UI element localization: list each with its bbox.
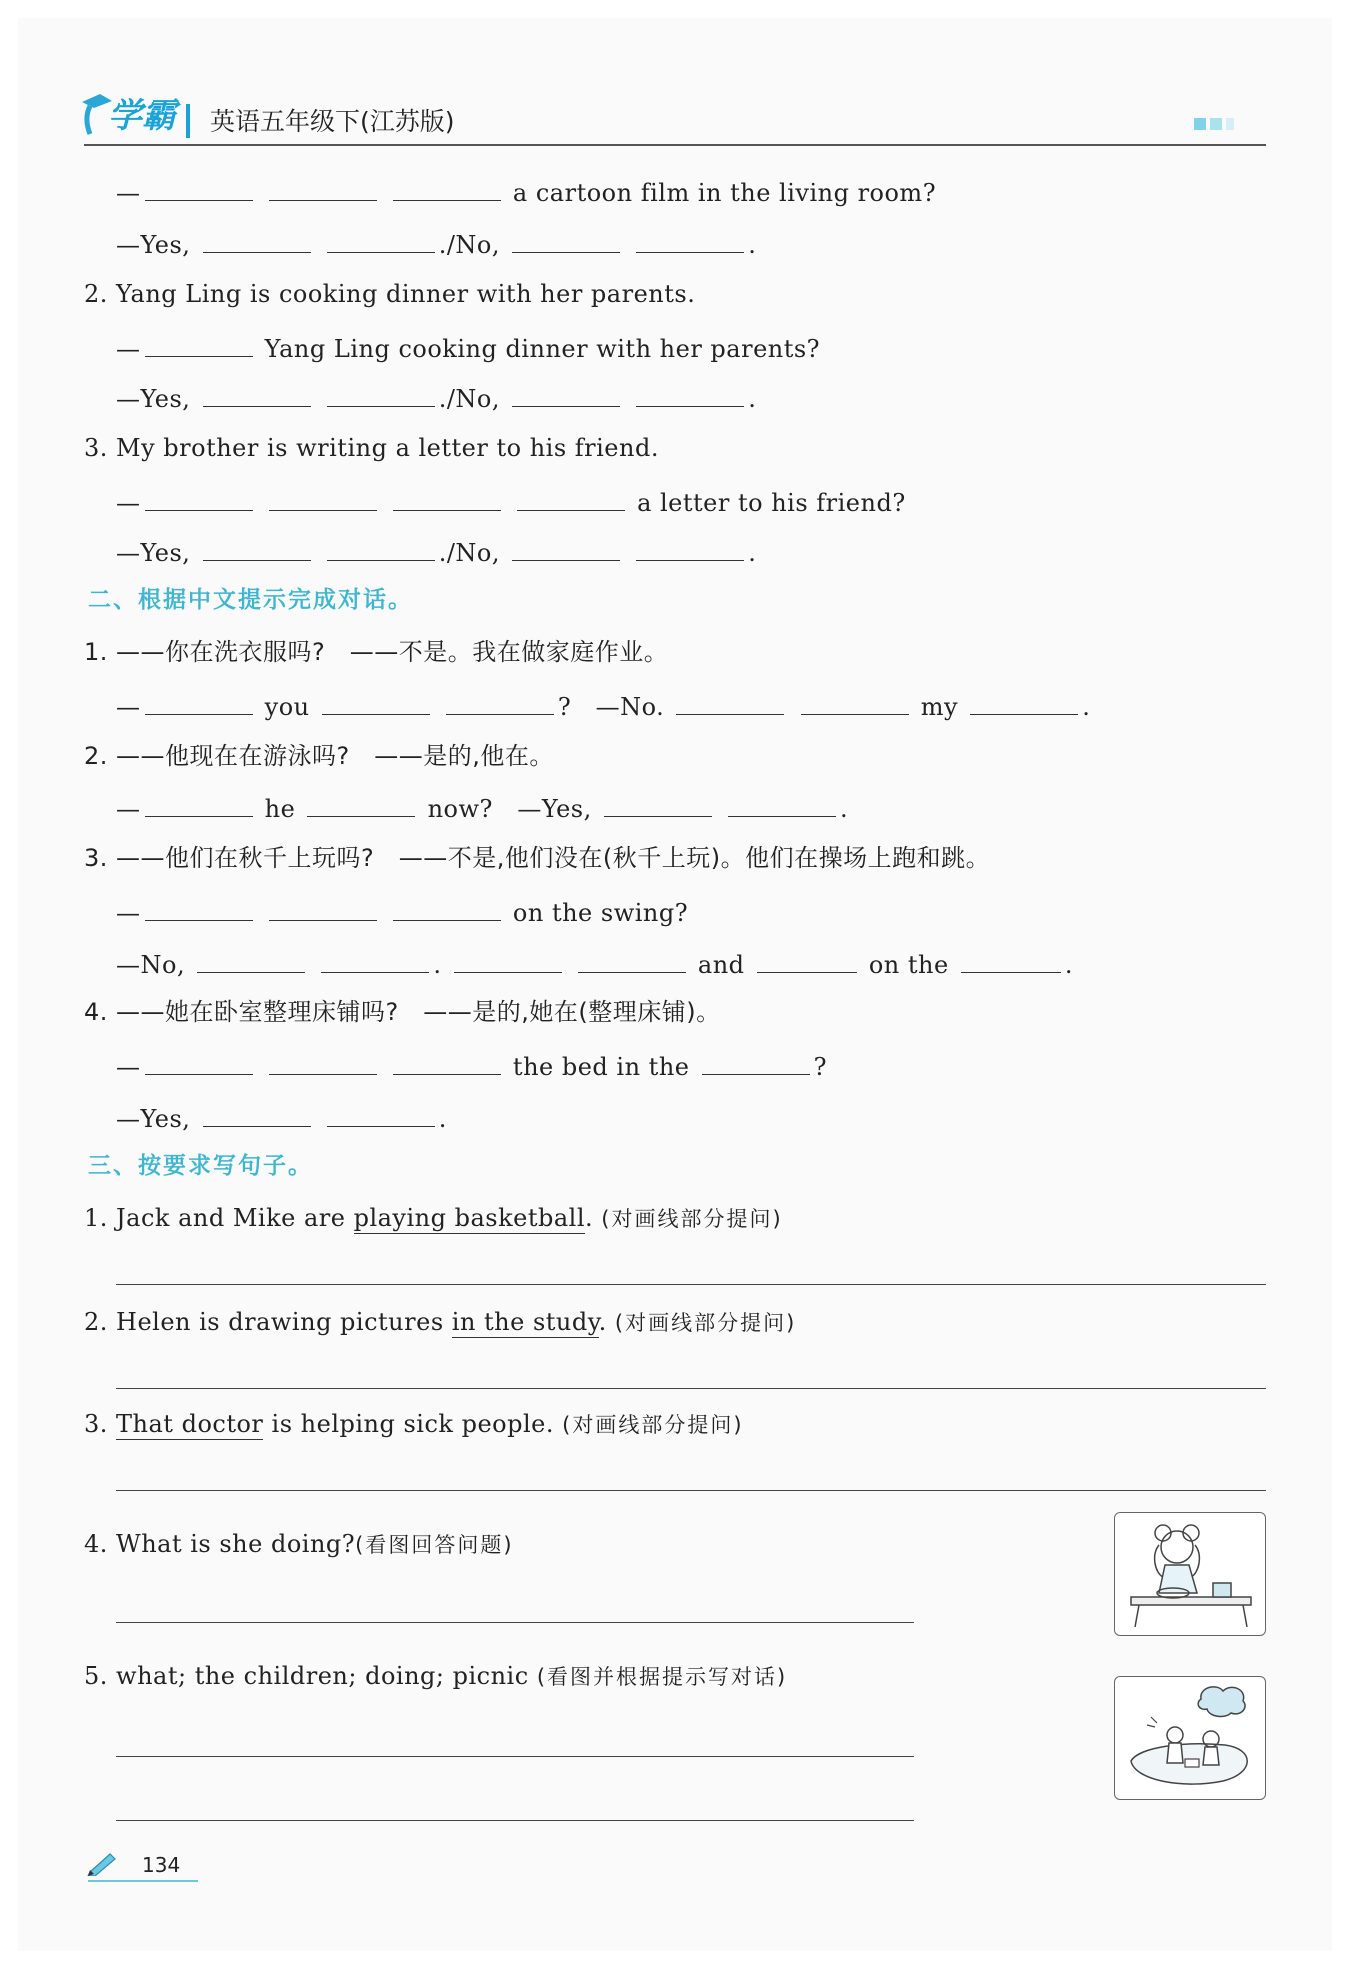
question-mark: ? [557, 693, 572, 721]
word-you: you [264, 693, 310, 721]
answer-line[interactable] [116, 1284, 1266, 1285]
blank[interactable] [203, 380, 311, 407]
header-rule [84, 144, 1266, 146]
p2-q1-answer-line: — you ? —No. my . [116, 688, 1090, 723]
blank[interactable] [145, 894, 253, 921]
blank[interactable] [145, 484, 253, 511]
q2-answer-line: —Yes, ./No, . [116, 380, 756, 415]
q3-question-line: — a letter to his friend? [116, 484, 906, 519]
answer-line[interactable] [116, 1622, 914, 1623]
logo-divider [186, 104, 190, 138]
word-no: —No. [595, 693, 665, 721]
blank[interactable] [327, 226, 435, 253]
q5-text: 5. what; the children; doing; picnic [84, 1662, 529, 1690]
p2-q2-answer-line: — he now? —Yes, . [116, 790, 848, 825]
yes-text: —Yes, [116, 539, 191, 567]
blank[interactable] [454, 946, 562, 973]
q3-answer-line: —Yes, ./No, . [116, 534, 756, 569]
blank[interactable] [961, 946, 1061, 973]
q2-question-line: — Yang Ling cooking dinner with her parents? [116, 330, 820, 365]
blank[interactable] [728, 790, 836, 817]
q2-statement: 2. Yang Ling is cooking dinner with her parents. [84, 280, 696, 308]
q1-question-line: — a cartoon film in the living room? [116, 174, 936, 209]
underlined-phrase: playing basketball [353, 1204, 586, 1232]
blank[interactable] [327, 534, 435, 561]
p3-q3 [84, 1408, 744, 1441]
blank[interactable] [676, 688, 784, 715]
q3-text: a letter to his friend? [637, 489, 906, 517]
blank[interactable] [327, 380, 435, 407]
p3-q5 [84, 1660, 787, 1693]
word-no: —No, [116, 951, 186, 979]
answer-line[interactable] [116, 1820, 914, 1821]
q3-post: is helping sick people. [263, 1410, 554, 1438]
footer [84, 1846, 204, 1886]
word-yes: —Yes, [517, 795, 592, 823]
blank[interactable] [393, 174, 501, 201]
header [0, 0, 1350, 150]
q4-text: 4. What is she doing? [84, 1530, 356, 1558]
blank[interactable] [517, 484, 625, 511]
blank[interactable] [636, 534, 744, 561]
blank[interactable] [636, 380, 744, 407]
blank[interactable] [145, 330, 253, 357]
blank[interactable] [578, 946, 686, 973]
logo-text: 学霸 [108, 96, 176, 136]
p2-q3-question-line: — on the swing? [116, 894, 688, 929]
blank[interactable] [307, 790, 415, 817]
blank[interactable] [393, 894, 501, 921]
bed-text: the bed in the [512, 1053, 690, 1081]
word-yes: —Yes, [116, 1105, 191, 1133]
p2-q2-chinese: 2. ——他现在在游泳吗? ——是的,他在。 [84, 742, 554, 770]
picnic-illustration [1114, 1676, 1266, 1800]
q2-post: . [598, 1308, 607, 1336]
blank[interactable] [197, 946, 305, 973]
blank[interactable] [203, 534, 311, 561]
page-number: 134 [142, 1853, 181, 1877]
blank[interactable] [604, 790, 712, 817]
question-mark: ? [813, 1053, 827, 1081]
p2-q3-chinese: 3. ——他们在秋千上玩吗? ——不是,他们没在(秋千上玩)。他们在操场上跑和跳。 [84, 844, 991, 872]
blank[interactable] [446, 688, 554, 715]
word-he: he [264, 795, 296, 823]
word-on-the: on the [868, 951, 949, 979]
book-title: 英语五年级下(江苏版) [210, 107, 455, 136]
p2-q4-answer-line: —Yes, . [116, 1100, 447, 1135]
blank[interactable] [393, 1048, 501, 1075]
p2-q3-answer-line: —No, . and on the . [116, 946, 1073, 981]
q2-pre: 2. Helen is drawing pictures [84, 1308, 452, 1336]
blank[interactable] [636, 226, 744, 253]
p3-q2 [84, 1306, 796, 1339]
p2-q1-chinese: 1. ——你在洗衣服吗? ——不是。我在做家庭作业。 [84, 638, 669, 666]
answer-line[interactable] [116, 1490, 1266, 1491]
blank[interactable] [512, 226, 620, 253]
footer-rule [88, 1880, 198, 1882]
blank[interactable] [512, 380, 620, 407]
blank[interactable] [702, 1048, 810, 1075]
yes-text: —Yes, [116, 385, 191, 413]
q2-text: Yang Ling cooking dinner with her parents? [264, 335, 821, 363]
no-text: ./No, [438, 231, 500, 259]
swing-text: on the swing? [512, 899, 689, 927]
blank[interactable] [269, 174, 377, 201]
p3-q1 [84, 1202, 783, 1235]
word-my: my [920, 693, 959, 721]
q3-pre: 3. [84, 1410, 117, 1438]
blank[interactable] [203, 226, 311, 253]
blank[interactable] [145, 1048, 253, 1075]
underlined-phrase: That doctor [116, 1410, 264, 1438]
section-3-heading: 三、按要求写句子。 [88, 1153, 313, 1179]
blank[interactable] [145, 174, 253, 201]
word-and: and [697, 951, 745, 979]
blank[interactable] [327, 1100, 435, 1127]
blank[interactable] [145, 790, 253, 817]
q1-pre: 1. Jack and Mike are [84, 1204, 354, 1232]
instruction-hint: (对画线部分提问) [601, 1207, 783, 1231]
blank[interactable] [970, 688, 1078, 715]
no-text: ./No, [438, 385, 500, 413]
blank[interactable] [269, 894, 377, 921]
q1-post: . [585, 1204, 594, 1232]
yes-text: —Yes, [116, 231, 191, 259]
blank[interactable] [393, 484, 501, 511]
blank[interactable] [269, 484, 377, 511]
blank[interactable] [203, 1100, 311, 1127]
blank[interactable] [322, 688, 430, 715]
underlined-phrase: in the study [451, 1308, 599, 1336]
q1-text: a cartoon film in the living room? [512, 179, 937, 207]
blank[interactable] [512, 534, 620, 561]
blank[interactable] [269, 1048, 377, 1075]
instruction-hint: (看图并根据提示写对话) [536, 1665, 788, 1689]
blank[interactable] [757, 946, 857, 973]
blank[interactable] [145, 688, 253, 715]
answer-line[interactable] [116, 1756, 914, 1757]
q1-answer-line: —Yes, ./No, . [116, 226, 756, 261]
p2-q4-question-line: — the bed in the ? [116, 1048, 827, 1083]
blank[interactable] [321, 946, 429, 973]
section-2-heading: 二、根据中文提示完成对话。 [88, 587, 413, 613]
instruction-hint: (看图回答问题) [355, 1533, 514, 1557]
p3-q4 [84, 1528, 514, 1561]
instruction-hint: (对画线部分提问) [562, 1413, 744, 1437]
instruction-hint: (对画线部分提问) [614, 1311, 797, 1335]
blank[interactable] [801, 688, 909, 715]
q3-statement: 3. My brother is writing a letter to his friend. [84, 434, 659, 462]
answer-line[interactable] [116, 1388, 1266, 1389]
pencil-icon [86, 1850, 118, 1876]
no-text: ./No, [438, 539, 500, 567]
p2-q4-chinese: 4. ——她在卧室整理床铺吗? ——是的,她在(整理床铺)。 [84, 998, 721, 1026]
girl-cooking-illustration [1114, 1512, 1266, 1636]
word-now: now? [427, 795, 493, 823]
